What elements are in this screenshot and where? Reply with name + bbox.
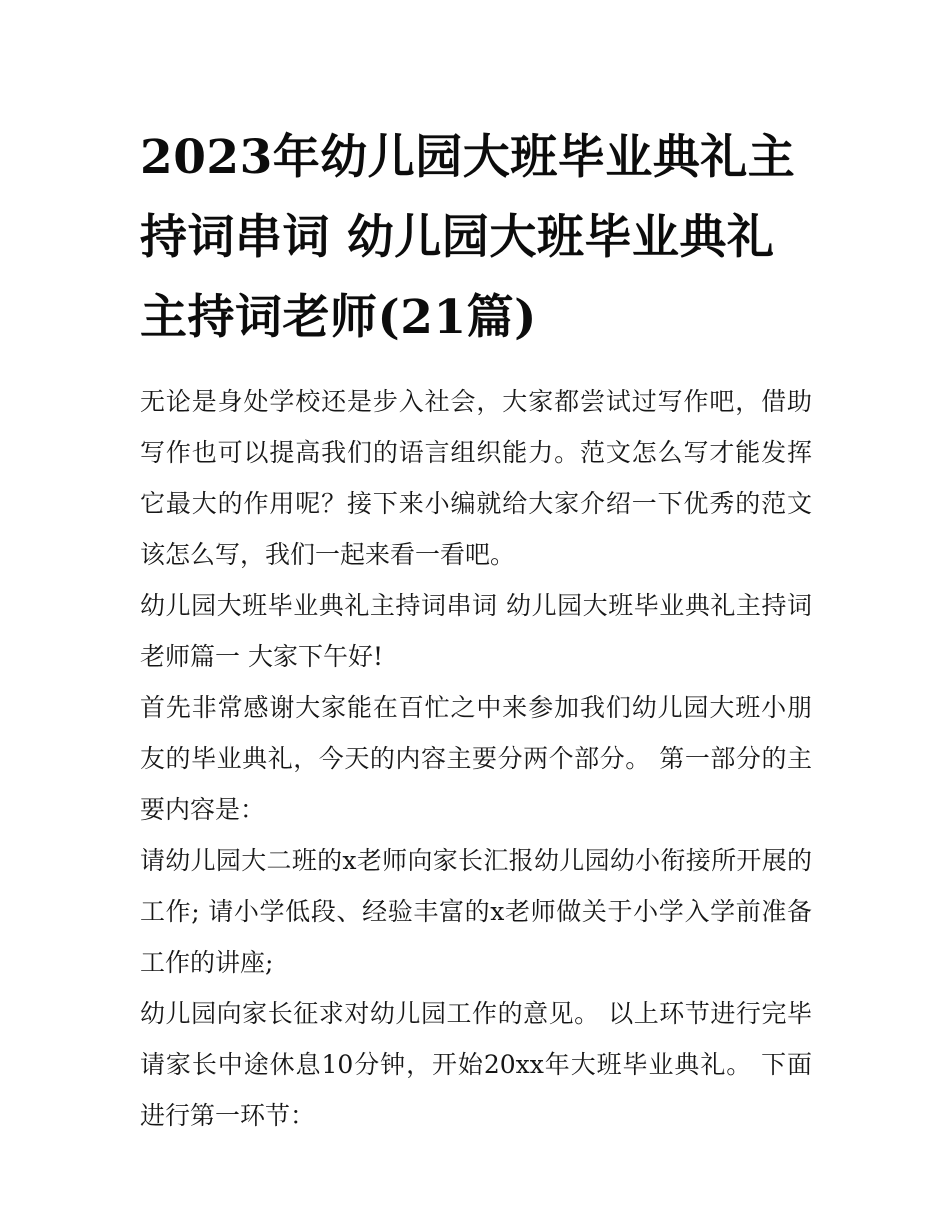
closing-paragraph: 幼儿园向家长征求对幼儿园工作的意见。 以上环节进行完毕请家长中途休息10分钟，开始20xx年大班毕业典礼。 下面进行第一环节：	[140, 999, 812, 1130]
intro-paragraph: 无论是身处学校还是步入社会，大家都尝试过写作吧，借助写作也可以提高我们的语言组织能力。范文怎么写才能发挥它最大的作用呢？接下来小编就给大家介绍一下优秀的范文该怎么写，我们一起来看一看吧。	[140, 387, 812, 569]
agenda-paragraph: 请幼儿园大二班的x老师向家长汇报幼儿园幼小衔接所开展的工作; 请小学低段、经验丰富的x老师做关于小学入学前准备工作的讲座;	[140, 846, 812, 977]
opening-paragraph: 首先非常感谢大家能在百忙之中来参加我们幼儿园大班小朋友的毕业典礼，今天的内容主要分两个部分。 第一部分的主要内容是：	[140, 693, 812, 824]
document-page	[140, 118, 812, 1141]
section-heading-paragraph: 幼儿园大班毕业典礼主持词串词 幼儿园大班毕业典礼主持词老师篇一 大家下午好!	[140, 591, 812, 671]
document-title: 2023年幼儿园大班毕业典礼主持词串词 幼儿园大班毕业典礼主持词老师(21篇)	[140, 130, 796, 345]
